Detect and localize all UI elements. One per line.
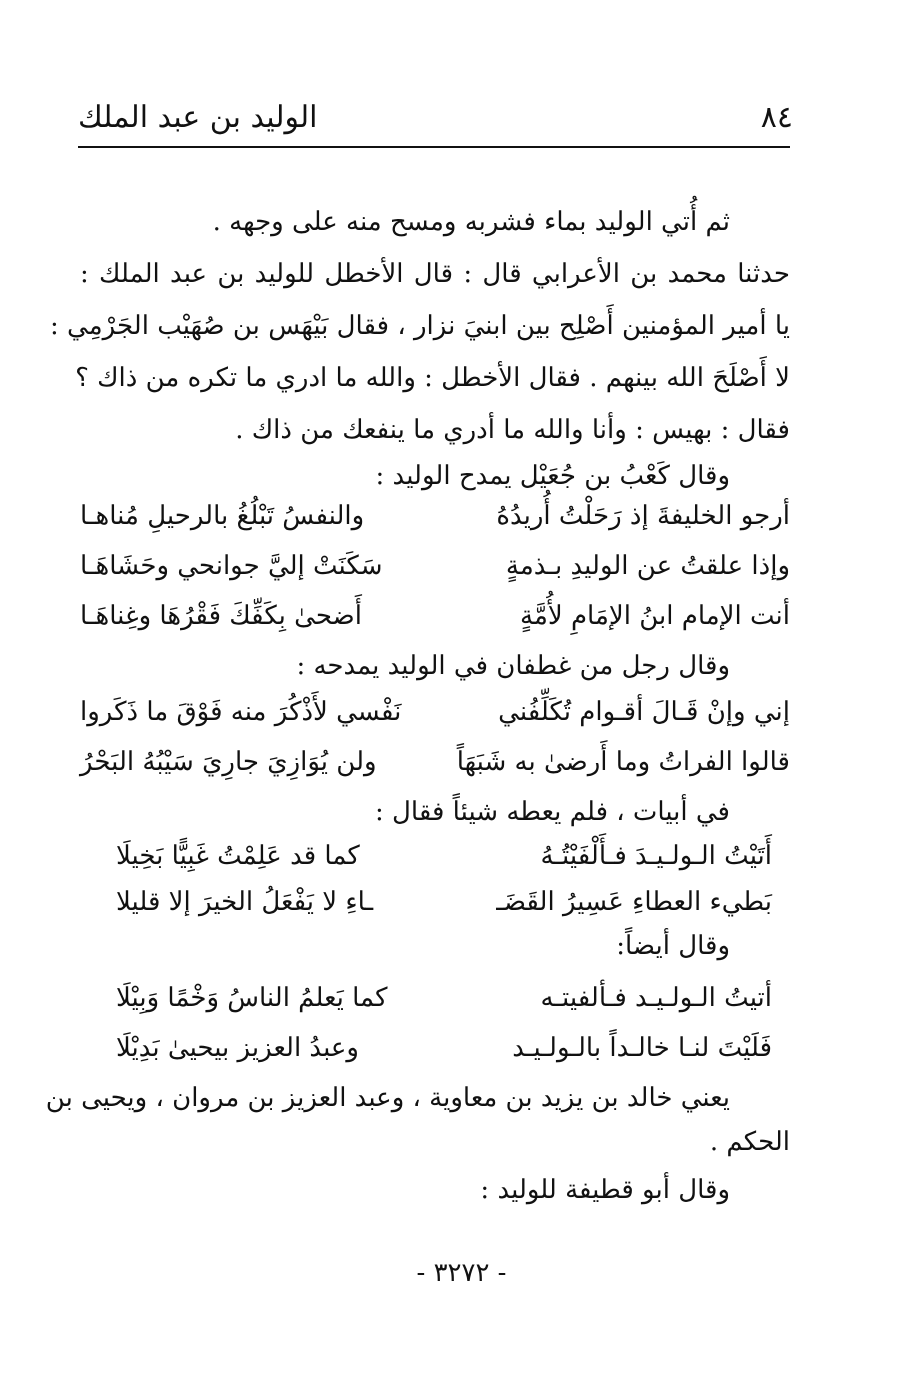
text-line: حدثنا محمد بن الأعرابي قال : قال الأخطل للوليد بن عبد الملك : <box>80 259 790 289</box>
page-header <box>78 100 793 140</box>
poem-verse <box>80 544 790 588</box>
verse-second-half: والنفسُ تَبْلُغُ بالرحيلِ مُناهـا <box>80 501 365 531</box>
poem-verse <box>80 594 790 638</box>
text-line: ثم أُتي الوليد بماء فشربه ومسح منه على وجهه . <box>212 207 730 237</box>
verse-second-half: كما قد عَلِمْتُ غَبِيًّا بَخِيلَا <box>116 841 360 871</box>
text-line: يعني خالد بن يزيد بن معاوية ، وعبد العزيز بن مروان ، ويحيى بن <box>45 1083 730 1113</box>
poem-verse <box>80 740 790 784</box>
page-number: ٨٤ <box>760 100 793 135</box>
verse-first-half: أتيتُ الـولـيـد فـألفيتـه <box>540 983 772 1013</box>
verse-first-half: وإذا علقتُ عن الوليدِ بـذمةٍ <box>505 551 790 581</box>
verse-second-half: أَضحىٰ بِكَفِّكَ فَقْرُهَا وغِناهَـا <box>80 601 362 631</box>
verse-second-half: ـاءِ لا يَفْعَلُ الخيرَ إلا قليلا <box>116 887 374 917</box>
header-rule <box>78 146 790 148</box>
text-line: الحكم . <box>709 1127 790 1157</box>
verse-first-half: بَطيء العطاءِ عَسِيرُ القَضَـ <box>496 887 772 917</box>
poem-verse <box>80 834 790 878</box>
text-line: لا أَصْلَحَ الله بينهم . فقال الأخطل : والله ما ادري ما تكره من ذاك ؟ <box>75 363 790 393</box>
text-line: وقال كَعْبُ بن جُعَيْل يمدح الوليد : <box>375 461 730 491</box>
text-line: وقال رجل من غطفان في الوليد يمدحه : <box>296 651 730 681</box>
poem-verse <box>80 1026 790 1070</box>
text-line: في أبيات ، فلم يعطه شيئاً فقال : <box>375 797 730 827</box>
verse-second-half: كما يَعلمُ الناسُ وَخْمًا وَبِيْلَا <box>116 983 388 1013</box>
verse-first-half: أرجو الخليفةَ إذ رَحَلْتُ أُريدُهُ <box>496 501 790 531</box>
text-line: وقال أبو قطيفة للوليد : <box>480 1175 730 1205</box>
verse-first-half: أَتَيْتُ الـولـيـدَ فـأَلْفَيْتُـهُ <box>540 841 772 871</box>
verse-first-half: أنت الإمام ابنُ الإمَامِ لأُمَّةٍ <box>520 601 790 631</box>
verse-first-half: فَلَيْتَ لنـا خالـداً بالـولـيـد <box>512 1033 772 1063</box>
verse-second-half: وعبدُ العزيز بيحيىٰ بَدِيْلَا <box>116 1033 359 1063</box>
text-line: يا أمير المؤمنين أَصْلِح بين ابنيَ نزار ، فقال بَيْهَس بن صُهَيْب الجَرْمِي : <box>50 311 790 341</box>
text-line: وقال أيضاً: <box>616 931 730 961</box>
poem-verse <box>80 880 790 924</box>
verse-second-half: نَفْسي لأَذْكُرَ منه فَوْقَ ما ذَكَروا <box>80 697 402 727</box>
verse-second-half: ولن يُوَازِيَ جارِيَ سَيْبُهُ البَحْرُ <box>80 747 377 777</box>
verse-first-half: قالوا الفراتُ وما أَرضىٰ به شَبَهَاً <box>456 747 790 777</box>
poem-verse <box>80 494 790 538</box>
running-title: الوليد بن عبد الملك <box>78 100 318 135</box>
verse-first-half: إني وإنْ قَـالَ أقـوام تُكَلِّفُني <box>498 697 790 727</box>
text-line: فقال : بهيس : وأنا والله ما أدري ما ينفعك من ذاك . <box>235 415 790 445</box>
page-footer-number: - ٣٢٧٢ - <box>416 1258 507 1288</box>
poem-verse <box>80 690 790 734</box>
verse-second-half: سَكَنَتْ إليَّ جوانحي وحَشَاهَـا <box>80 551 383 581</box>
poem-verse <box>80 976 790 1020</box>
